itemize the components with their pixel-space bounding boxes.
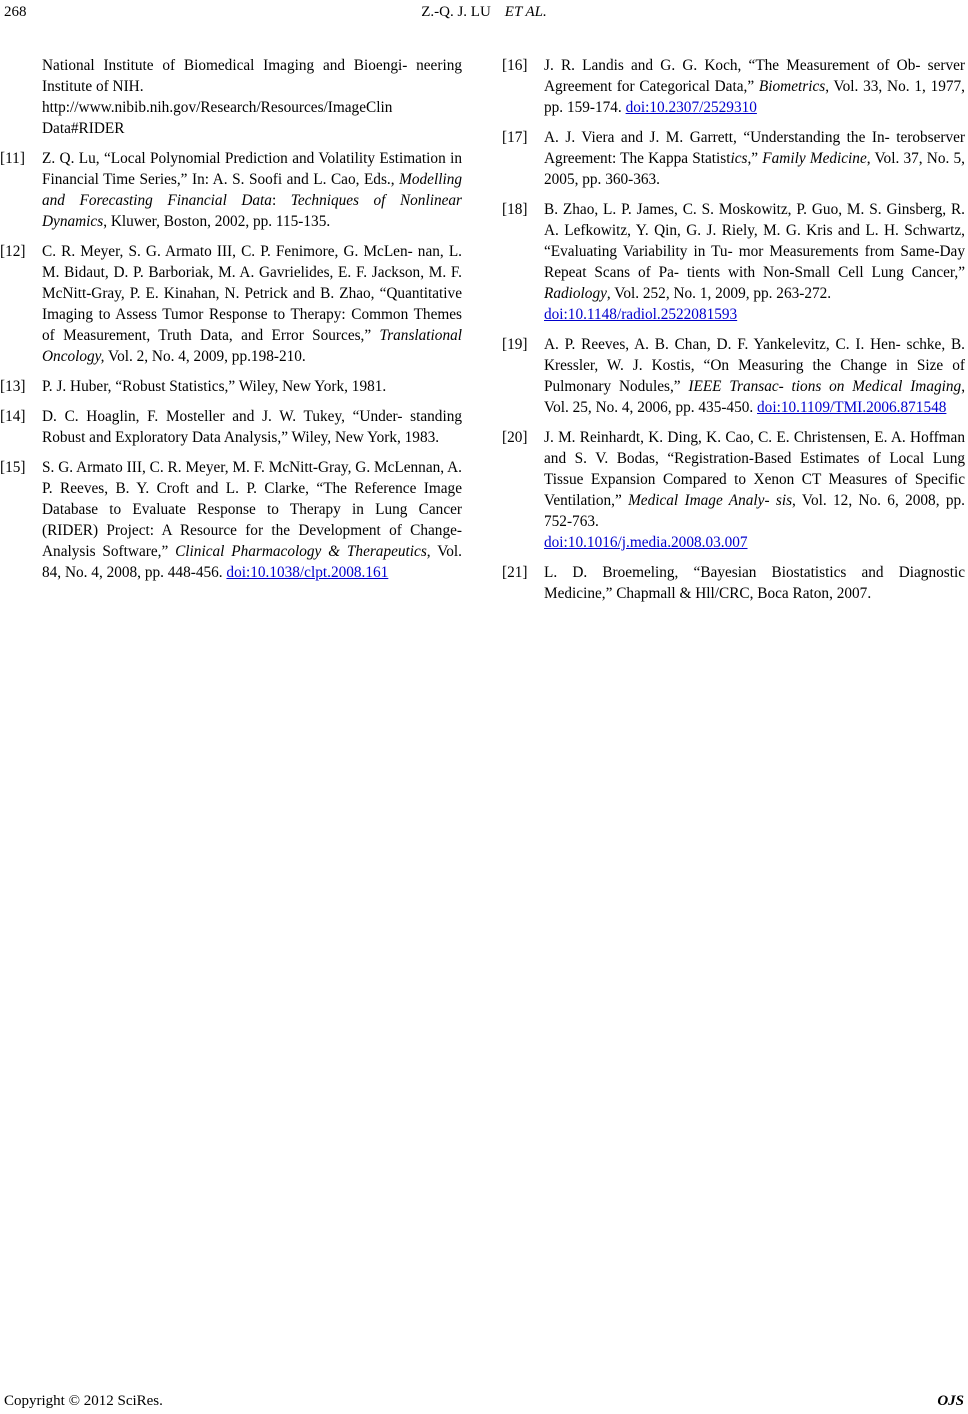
reference-number: [17]	[502, 129, 528, 146]
reference-number: [16]	[502, 57, 528, 74]
running-head-et-al: ET AL.	[504, 4, 547, 20]
reference-number: [21]	[502, 564, 528, 581]
continuation-line-1: National Institute of Biomedical Imaging and Bioengi- neering Institute of NIH.	[42, 57, 462, 95]
reference-number: [19]	[502, 336, 528, 353]
doi-link[interactable]: doi:10.1016/j.media.2008.03.007	[544, 534, 748, 551]
running-head	[0, 2, 968, 23]
reference-number: [14]	[0, 408, 26, 425]
reference-20	[502, 427, 965, 553]
reference-text: S. G. Armato III, C. R. Meyer, M. F. McNitt-Gray, G. McLennan, A. P. Reeves, B. Y. Croft and L. P. Clarke, “The Reference Image Database to Evaluate Response to Therapy in Lung Cancer (RIDER) Project: A Resource for the Development of Change-Analysis Software,” Clinical Pharmacology & Therapeutics, Vol. 84, No. 4, 2008, pp. 448-456. doi:10.1038/clpt.2008.161	[42, 459, 462, 581]
copyright-footer: Copyright © 2012 SciRes.	[4, 1393, 163, 1409]
reference-13	[0, 376, 462, 397]
reference-text: D. C. Hoaglin, F. Mosteller and J. W. Tukey, “Under- standing Robust and Exploratory Data Analysis,” Wiley, New York, 1983.	[42, 408, 462, 446]
reference-text: A. J. Viera and J. M. Garrett, “Understanding the In- terobserver Agreement: The Kappa Statistics,” Family Medicine, Vol. 37, No. 5, 2005, pp. 360-363.	[544, 129, 965, 188]
reference-18	[502, 199, 965, 325]
reference-number: [13]	[0, 378, 26, 395]
left-column	[0, 55, 462, 592]
reference-text: C. R. Meyer, S. G. Armato III, C. P. Fenimore, G. McLen- nan, L. M. Bidaut, D. P. Barboriak, M. A. Gavrielides, E. F. Jackson, M. F. McNitt-Gray, P. E. Kinahan, N. Petrick and B. Zhao, “Quantitative Imaging to Assess Tumor Response to Therapy: Common Themes of Measurement, Truth Data, and Error Sources,” Translational Oncology, Vol. 2, No. 4, 2009, pp.198-210.	[42, 243, 462, 365]
doi-link[interactable]: doi:10.1148/radiol.2522081593	[544, 306, 738, 323]
doi-link[interactable]: doi:10.1038/clpt.2008.161	[226, 564, 389, 581]
reference-number: [11]	[0, 150, 25, 167]
reference-number: [20]	[502, 429, 528, 446]
reference-text: Z. Q. Lu, “Local Polynomial Prediction and Volatility Estimation in Financial Time Series,” In: A. S. Soofi and L. Cao, Eds., Modelling and Forecasting Financial Data: Techniques of Nonlinear Dynamics, Kluwer, Boston, 2002, pp. 115-135.	[42, 150, 462, 230]
reference-14	[0, 406, 462, 448]
journal-footer: OJS	[937, 1393, 964, 1409]
continuation-url: http://www.nibib.nih.gov/Research/Resources/ImageClin Data#RIDER	[42, 99, 393, 137]
reference-text: J. R. Landis and G. G. Koch, “The Measurement of Ob- server Agreement for Categorical Data,” Biometrics, Vol. 33, No. 1, 1977, pp. 159-174. doi:10.2307/2529310	[544, 57, 965, 116]
reference-text: J. M. Reinhardt, K. Ding, K. Cao, C. E. Christensen, E. A. Hoffman and S. V. Bodas, “Registration-Based Estimates of Local Lung Tissue Expansion Compared to Xenon CT Measures of Specific Ventilation,” Medical Image Analy- sis, Vol. 12, No. 6, 2008, pp. 752-763. doi:10.1016/j.media.2008.03.007	[544, 429, 965, 551]
reference-text: P. J. Huber, “Robust Statistics,” Wiley, New York, 1981.	[42, 378, 387, 395]
reference-text: A. P. Reeves, A. B. Chan, D. F. Yankelevitz, C. I. Hen- schke, B. Kressler, W. J. Kostis, “On Measuring the Change in Size of Pulmonary Nodules,” IEEE Transac- tions on Medical Imaging, Vol. 25, No. 4, 2006, pp. 435-450. doi:10.1109/TMI.2006.871548	[544, 336, 966, 416]
reference-21	[502, 562, 965, 604]
reference-17	[502, 127, 965, 190]
reference-continuation	[42, 55, 462, 139]
reference-text: L. D. Broemeling, “Bayesian Biostatistics and Diagnostic Medicine,” Chapmall & Hll/CRC, Boca Raton, 2007.	[544, 564, 965, 602]
reference-number: [12]	[0, 243, 26, 260]
page-number: 268	[4, 4, 27, 20]
running-head-authors: Z.-Q. J. LU	[421, 4, 491, 20]
right-column	[502, 55, 965, 613]
reference-12	[0, 241, 462, 367]
doi-link[interactable]: doi:10.1109/TMI.2006.871548	[757, 399, 947, 416]
reference-16	[502, 55, 965, 118]
reference-15	[0, 457, 462, 583]
reference-19	[502, 334, 965, 418]
reference-11	[0, 148, 462, 232]
doi-link[interactable]: doi:10.2307/2529310	[625, 99, 757, 116]
reference-number: [15]	[0, 459, 26, 476]
reference-text: B. Zhao, L. P. James, C. S. Moskowitz, P. Guo, M. S. Ginsberg, R. A. Lefkowitz, Y. Qin, G. J. Riely, M. G. Kris and L. H. Schwartz, “Evaluating Variability in Tu- mor Measurements from Same-Day Repeat Scans of Pa- tients with Non-Small Cell Lung Cancer,” Radiology, Vol. 252, No. 1, 2009, pp. 263-272. doi:10.1148/radiol.2522081593	[544, 201, 965, 323]
reference-number: [18]	[502, 201, 528, 218]
